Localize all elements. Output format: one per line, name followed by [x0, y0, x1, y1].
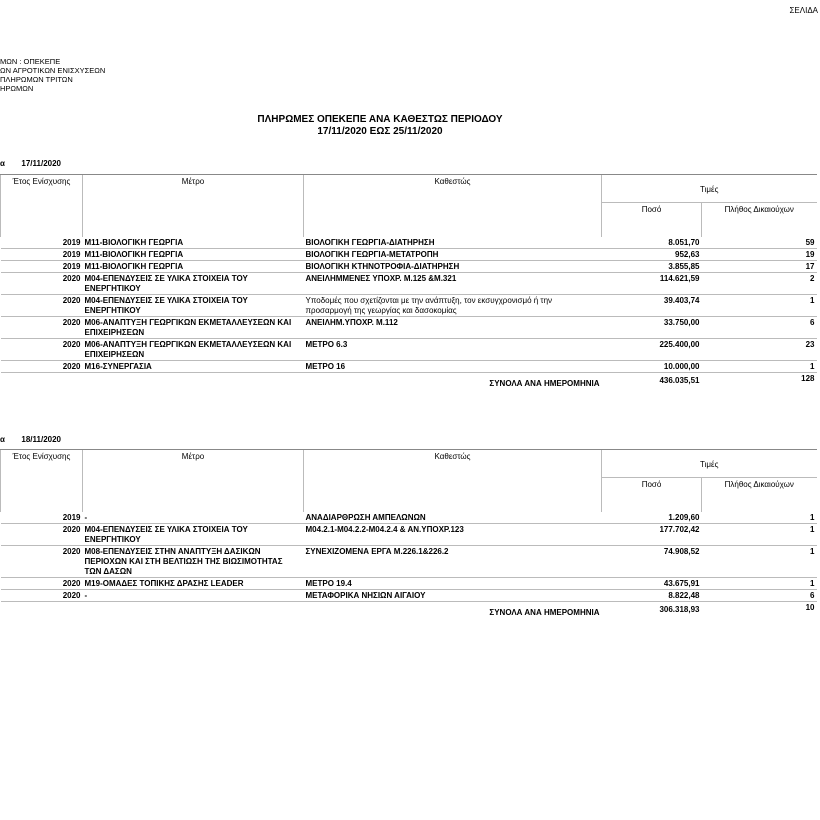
cell-count: 1 — [702, 361, 817, 373]
cell-count: 1 — [702, 295, 817, 317]
total-count: 128 — [702, 373, 817, 390]
date-label — [0, 159, 61, 168]
cell-count: 1 — [702, 512, 817, 524]
cell-count: 1 — [702, 523, 817, 545]
org-line: ΗΡΩΜΩΝ — [0, 84, 34, 93]
cell-scheme: ΑΝΕΙΛΗΜ.ΥΠΟΧΡ. Μ.112 — [304, 317, 602, 339]
cell-year: 2020 — [1, 317, 83, 339]
org-line: ΠΛΗΡΩΜΩΝ ΤΡΙΤΩΝ — [0, 75, 73, 84]
cell-amount: 1.209,60 — [602, 512, 702, 524]
total-spacer — [1, 601, 304, 618]
col-scheme: Καθεστώς — [304, 175, 602, 238]
cell-amount: 74.908,52 — [602, 545, 702, 577]
cell-year: 2020 — [1, 339, 83, 361]
cell-measure: Μ06-ΑΝΑΠΤΥΞΗ ΓΕΩΡΓΙΚΩΝ ΕΚΜΕΤΑΛΛΕΥΣΕΩΝ ΚΑΙ ΕΠΙΧΕΙΡΗΣΕΩΝ — [83, 317, 304, 339]
cell-measure: Μ11-ΒΙΟΛΟΓΙΚΗ ΓΕΩΡΓΙΑ — [83, 237, 304, 249]
cell-amount: 225.400,00 — [602, 339, 702, 361]
cell-measure: Μ16-ΣΥΝΕΡΓΑΣΙΑ — [83, 361, 304, 373]
table-row — [1, 273, 817, 295]
cell-count: 19 — [702, 249, 817, 261]
cell-count: 59 — [702, 237, 817, 249]
cell-amount: 114.621,59 — [602, 273, 702, 295]
cell-year: 2019 — [1, 237, 83, 249]
date-value: 18/11/2020 — [21, 435, 61, 444]
cell-count: 1 — [702, 577, 817, 589]
cell-scheme: ΒΙΟΛΟΓΙΚΗ ΚΤΗΝΟΤΡΟΦΙΑ-ΔΙΑΤΗΡΗΣΗ — [304, 261, 602, 273]
cell-scheme: Μ04.2.1-Μ04.2.2-Μ04.2.4 & ΑΝ.ΥΠΟΧΡ.123 — [304, 523, 602, 545]
cell-year: 2020 — [1, 589, 83, 601]
cell-year: 2019 — [1, 512, 83, 524]
cell-scheme: ΑΝΕΙΛΗΜΜΕΝΕΣ ΥΠΟΧΡ. Μ.125 &Μ.321 — [304, 273, 602, 295]
cell-year: 2020 — [1, 523, 83, 545]
cell-year: 2019 — [1, 249, 83, 261]
cell-amount: 10.000,00 — [602, 361, 702, 373]
col-values: Τιμές — [602, 175, 817, 203]
cell-year: 2020 — [1, 295, 83, 317]
date-prefix: α — [0, 435, 5, 444]
cell-year: 2020 — [1, 577, 83, 589]
table-row — [1, 545, 817, 577]
total-row — [1, 601, 817, 618]
cell-count: 1 — [702, 545, 817, 577]
col-year: Έτος Ενίσχυσης — [1, 450, 83, 512]
cell-amount: 8.051,70 — [602, 237, 702, 249]
date-label — [0, 435, 61, 444]
table-row — [1, 295, 817, 317]
table-row — [1, 339, 817, 361]
table-row — [1, 317, 817, 339]
cell-year: 2019 — [1, 261, 83, 273]
report-title — [0, 114, 760, 138]
col-scheme: Καθεστώς — [304, 450, 602, 512]
cell-measure: Μ04-ΕΠΕΝΔΥΣΕΙΣ ΣΕ ΥΛΙΚΑ ΣΤΟΙΧΕΙΑ ΤΟΥ ΕΝΕΡΓΗΤΙΚΟΥ — [83, 523, 304, 545]
cell-scheme: ΣΥΝΕΧΙΖΟΜΕΝΑ ΕΡΓΑ Μ.226.1&226.2 — [304, 545, 602, 577]
cell-year: 2020 — [1, 273, 83, 295]
title-period: 17/11/2020 ΕΩΣ 25/11/2020 — [317, 126, 443, 137]
col-beneficiaries: Πλήθος Δικαιούχων — [702, 478, 817, 512]
cell-amount: 177.702,42 — [602, 523, 702, 545]
cell-scheme: ΒΙΟΛΟΓΙΚΗ ΓΕΩΡΓΙΑ-ΜΕΤΑΤΡΟΠΗ — [304, 249, 602, 261]
total-label: ΣΥΝΟΛΑ ΑΝΑ ΗΜΕΡΟΜΗΝΙΑ — [304, 373, 602, 390]
cell-count: 17 — [702, 261, 817, 273]
date-value: 17/11/2020 — [21, 159, 61, 168]
total-amount: 306.318,93 — [602, 601, 702, 618]
col-amount: Ποσό — [602, 478, 702, 512]
payments-table — [0, 174, 817, 389]
cell-year: 2020 — [1, 361, 83, 373]
cell-measure: Μ11-ΒΙΟΛΟΓΙΚΗ ΓΕΩΡΓΙΑ — [83, 261, 304, 273]
table-row — [1, 577, 817, 589]
cell-scheme: ΒΙΟΛΟΓΙΚΗ ΓΕΩΡΓΙΑ-ΔΙΑΤΗΡΗΣΗ — [304, 237, 602, 249]
total-amount: 436.035,51 — [602, 373, 702, 390]
total-count: 10 — [702, 601, 817, 618]
cell-count: 6 — [702, 589, 817, 601]
col-amount: Ποσό — [602, 203, 702, 237]
cell-measure: Μ04-ΕΠΕΝΔΥΣΕΙΣ ΣΕ ΥΛΙΚΑ ΣΤΟΙΧΕΙΑ ΤΟΥ ΕΝΕΡΓΗΤΙΚΟΥ — [83, 273, 304, 295]
total-spacer — [1, 373, 304, 390]
cell-amount: 33.750,00 — [602, 317, 702, 339]
payments-table — [0, 449, 817, 618]
org-line: ΜΩΝ : ΟΠΕΚΕΠΕ — [0, 57, 61, 66]
total-label: ΣΥΝΟΛΑ ΑΝΑ ΗΜΕΡΟΜΗΝΙΑ — [304, 601, 602, 618]
cell-count: 23 — [702, 339, 817, 361]
cell-amount: 39.403,74 — [602, 295, 702, 317]
table-row — [1, 523, 817, 545]
cell-measure: Μ19-ΟΜΑΔΕΣ ΤΟΠΙΚΗΣ ΔΡΑΣΗΣ LEADER — [83, 577, 304, 589]
cell-amount: 8.822,48 — [602, 589, 702, 601]
cell-amount: 952,63 — [602, 249, 702, 261]
table-row — [1, 361, 817, 373]
cell-amount: 43.675,91 — [602, 577, 702, 589]
col-measure: Μέτρο — [83, 175, 304, 238]
col-year: Έτος Ενίσχυσης — [1, 175, 83, 238]
org-header — [0, 57, 105, 93]
date-prefix: α — [0, 159, 5, 168]
cell-scheme: ΜΕΤΡΟ 6.3 — [304, 339, 602, 361]
cell-count: 2 — [702, 273, 817, 295]
cell-measure: Μ08-ΕΠΕΝΔΥΣΕΙΣ ΣΤΗΝ ΑΝΑΠΤΥΞΗ ΔΑΣΙΚΩΝ ΠΕΡΙΟΧΩΝ ΚΑΙ ΣΤΗ ΒΕΛΤΙΩΣΗ ΤΗΣ ΒΙΩΣΙΜΟΤΗΤΑΣ ΤΩΝ ΔΑΣΩΝ — [83, 545, 304, 577]
cell-amount: 3.855,85 — [602, 261, 702, 273]
org-line: ΩΝ ΑΓΡΟΤΙΚΩΝ ΕΝΙΣΧΥΣΕΩΝ — [0, 66, 106, 75]
title-line: ΠΛΗΡΩΜΕΣ ΟΠΕΚΕΠΕ ΑΝΑ ΚΑΘΕΣΤΩΣ ΠΕΡΙΟΔΟΥ — [257, 114, 503, 125]
table-row — [1, 237, 817, 249]
cell-year: 2020 — [1, 545, 83, 577]
col-measure: Μέτρο — [83, 450, 304, 512]
col-values: Τιμές — [602, 450, 817, 478]
col-beneficiaries: Πλήθος Δικαιούχων — [702, 203, 817, 237]
cell-scheme: ΜΕΤΑΦΟΡΙΚΑ ΝΗΣΙΩΝ ΑΙΓΑΙΟΥ — [304, 589, 602, 601]
cell-measure: - — [83, 512, 304, 524]
table-row — [1, 512, 817, 524]
cell-measure: Μ04-ΕΠΕΝΔΥΣΕΙΣ ΣΕ ΥΛΙΚΑ ΣΤΟΙΧΕΙΑ ΤΟΥ ΕΝΕΡΓΗΤΙΚΟΥ — [83, 295, 304, 317]
cell-count: 6 — [702, 317, 817, 339]
table-row — [1, 589, 817, 601]
table-row — [1, 261, 817, 273]
cell-measure: - — [83, 589, 304, 601]
cell-scheme: ΜΕΤΡΟ 19.4 — [304, 577, 602, 589]
table-row — [1, 249, 817, 261]
cell-scheme: Υποδομές που σχετίζονται με την ανάπτυξη, τον εκσυγχρονισμό ή την προσαρμογή της γεωργίας και δασοκομίας — [304, 295, 602, 317]
cell-measure: Μ06-ΑΝΑΠΤΥΞΗ ΓΕΩΡΓΙΚΩΝ ΕΚΜΕΤΑΛΛΕΥΣΕΩΝ ΚΑΙ ΕΠΙΧΕΙΡΗΣΕΩΝ — [83, 339, 304, 361]
page-label: ΣΕΛΙΔΑ — [789, 6, 818, 15]
total-row — [1, 373, 817, 390]
cell-scheme: ΑΝΑΔΙΑΡΘΡΩΣΗ ΑΜΠΕΛΩΝΩΝ — [304, 512, 602, 524]
cell-scheme: ΜΕΤΡΟ 16 — [304, 361, 602, 373]
cell-measure: Μ11-ΒΙΟΛΟΓΙΚΗ ΓΕΩΡΓΙΑ — [83, 249, 304, 261]
